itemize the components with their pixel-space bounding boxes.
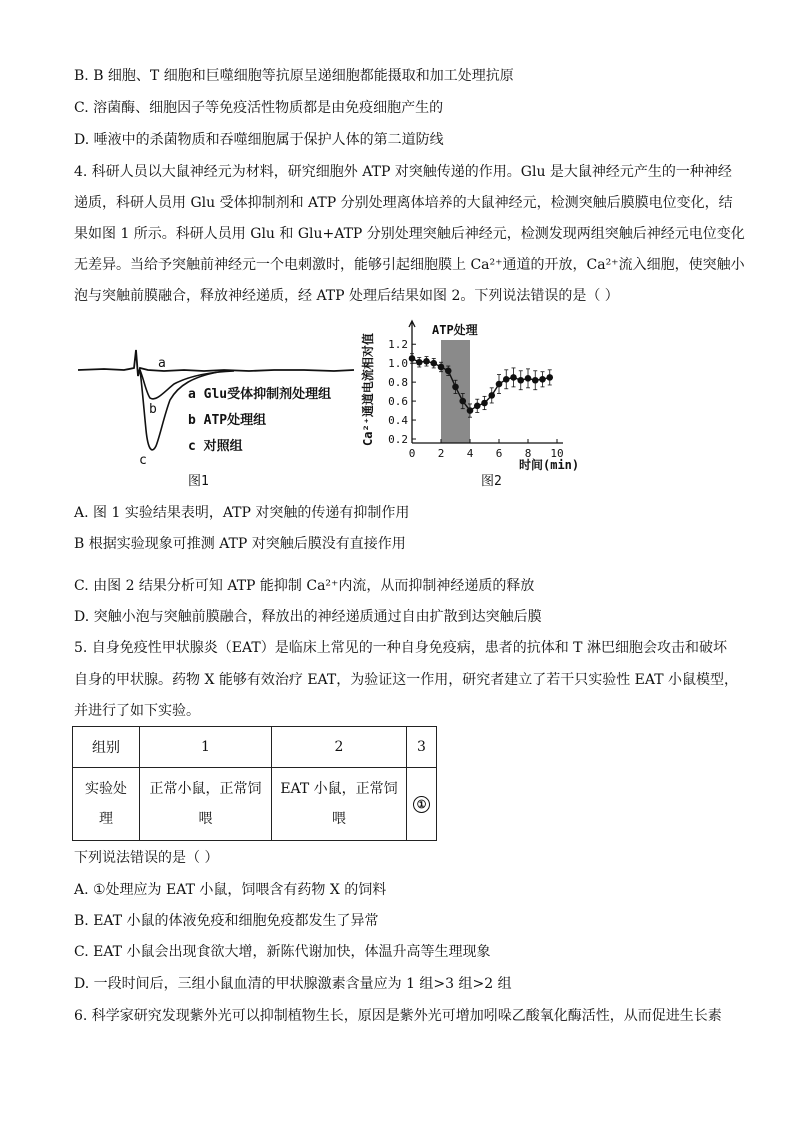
- table-cell: 3: [407, 727, 437, 768]
- table-cell: 2: [272, 727, 407, 768]
- data-point: [510, 374, 517, 381]
- question-5-line-3: 并进行了如下实验。: [74, 703, 200, 719]
- data-point: [452, 384, 459, 391]
- circled-one-symbol: ①: [413, 796, 430, 813]
- data-point: [488, 392, 495, 399]
- figure1-caption: 图1: [188, 474, 209, 489]
- data-point: [532, 377, 539, 384]
- x-tick-label: 2: [437, 447, 445, 460]
- question-5-line-1: 5. 自身免疫性甲状腺炎（EAT）是临床上常见的一种自身免疫病，患者的抗体和 T 淋巴细胞会攻击和破坏: [74, 640, 727, 656]
- data-point: [474, 403, 481, 410]
- data-point: [539, 376, 546, 383]
- option-a-q5: A. ①处理应为 EAT 小鼠，饲喂含有药物 X 的饲料: [74, 882, 387, 898]
- option-c-q4: C. 由图 2 结果分析可知 ATP 能抑制 Ca²⁺内流，从而抑制神经递质的释放: [74, 578, 535, 594]
- x-tick-label: 6: [495, 447, 503, 460]
- figure1-legend-c: c 对照组: [188, 439, 243, 454]
- table-cell-text: EAT 小鼠，正常饲喂: [280, 781, 398, 827]
- figure1-label-a: a: [158, 356, 166, 371]
- x-tick-label: 10: [550, 447, 564, 460]
- figure1-label-b: b: [149, 402, 157, 417]
- x-tick-label: 8: [524, 447, 532, 460]
- table-row: [73, 727, 437, 768]
- figure1-legend-b: b ATP处理组: [188, 413, 267, 428]
- table-row: [73, 768, 437, 841]
- figure2-xlabel: 时间(min): [519, 458, 580, 472]
- question-5-prompt: 下列说法错误的是（ ）: [74, 850, 219, 866]
- figure2-band-label: ATP处理: [432, 323, 478, 337]
- table-cell: [140, 768, 272, 841]
- y-tick-label: 1.0: [388, 357, 408, 371]
- table-cell: 组别: [73, 727, 140, 768]
- table-cell: [272, 768, 407, 841]
- data-point: [481, 400, 488, 407]
- question-6-line-1: 6. 科学家研究发现紫外光可以抑制植物生长，原因是紫外光可增加吲哚乙酸氧化酶活性，从而促进生长素: [74, 1008, 722, 1024]
- option-c-q5: C. EAT 小鼠会出现食欲大增，新陈代谢加快，体温升高等生理现象: [74, 944, 491, 960]
- data-point: [517, 377, 524, 384]
- figure1-legend-a: a Glu受体抑制剂处理组: [188, 387, 332, 402]
- data-point: [445, 367, 452, 374]
- table-cell: 1: [140, 727, 272, 768]
- y-tick-label: 1.2: [388, 338, 408, 352]
- data-point: [416, 359, 423, 366]
- data-point: [525, 375, 532, 382]
- data-point: [423, 358, 430, 365]
- data-point: [409, 355, 416, 362]
- y-tick-label: 0.6: [388, 395, 408, 409]
- table-cell-text: 正常小鼠，正常饲喂: [149, 781, 262, 827]
- option-d-q5: D. 一段时间后，三组小鼠血清的甲状腺激素含量应为 1 组>3 组>2 组: [74, 976, 512, 992]
- question-4-line-3: 果如图 1 所示。科研人员用 Glu 和 Glu+ATP 分别处理突触后神经元，检测发现两组突触后神经元电位变化: [74, 226, 745, 242]
- y-tick-label: 0.8: [388, 376, 408, 390]
- option-d-q4: D. 突触小泡与突触前膜融合，释放出的神经递质通过自由扩散到达突触后膜: [74, 609, 542, 625]
- table-cell: [407, 768, 437, 841]
- data-point: [459, 398, 466, 405]
- data-point: [467, 407, 474, 414]
- data-point: [503, 376, 510, 383]
- figure-2: [355, 318, 605, 493]
- question-4-line-2: 递质，科研人员用 Glu 受体抑制剂和 ATP 分别处理离体培养的大鼠神经元，检测突触后膜膜电位变化，结: [74, 195, 733, 211]
- x-tick-label: 0: [408, 447, 416, 460]
- option-a-q4: A. 图 1 实验结果表明，ATP 对突触的传递有抑制作用: [74, 505, 410, 521]
- y-tick-label: 0.4: [388, 414, 408, 428]
- data-point: [496, 381, 503, 388]
- data-point: [430, 360, 437, 367]
- option-b-q4: B 根据实验现象可推测 ATP 对突触后膜没有直接作用: [74, 536, 406, 552]
- figure2-ylabel: Ca²⁺通道电流相对值: [361, 333, 375, 446]
- question-4-line-4: 无差异。当给予突触前神经元一个电刺激时，能够引起细胞膜上 Ca²⁺通道的开放，Ca²⁺流入细胞，使突触小: [74, 257, 745, 273]
- table-cell-text: 实验处理: [85, 781, 127, 827]
- x-tick-label: 4: [466, 447, 474, 460]
- y-tick-label: 0.2: [388, 433, 408, 446]
- figure1-label-c: c: [139, 453, 147, 468]
- option-c-q3: C. 溶菌酶、细胞因子等免疫活性物质都是由免疫细胞产生的: [74, 100, 444, 116]
- figure-1: [74, 346, 364, 491]
- option-b-q5: B. EAT 小鼠的体液免疫和细胞免疫都发生了异常: [74, 913, 379, 929]
- table-cell: [73, 768, 140, 841]
- experiment-table: [72, 726, 437, 841]
- data-point: [438, 364, 445, 371]
- question-5-line-2: 自身的甲状腺。药物 X 能够有效治疗 EAT，为验证这一作用，研究者建立了若干只实验性 EAT 小鼠模型，: [74, 672, 739, 688]
- option-d-q3: D. 唾液中的杀菌物质和吞噬细胞属于保护人体的第二道防线: [74, 132, 444, 148]
- option-b-q3: B. B 细胞、T 细胞和巨噬细胞等抗原呈递细胞都能摄取和加工处理抗原: [74, 68, 514, 84]
- question-4-line-1: 4. 科研人员以大鼠神经元为材料，研究细胞外 ATP 对突触传递的作用。Glu 是大鼠神经元产生的一种神经: [74, 164, 732, 180]
- figure2-caption: 图2: [481, 474, 502, 489]
- question-4-line-5: 泡与突触前膜融合，释放神经递质，经 ATP 处理后结果如图 2。下列说法错误的是（ ）: [74, 288, 619, 304]
- data-point: [546, 374, 553, 381]
